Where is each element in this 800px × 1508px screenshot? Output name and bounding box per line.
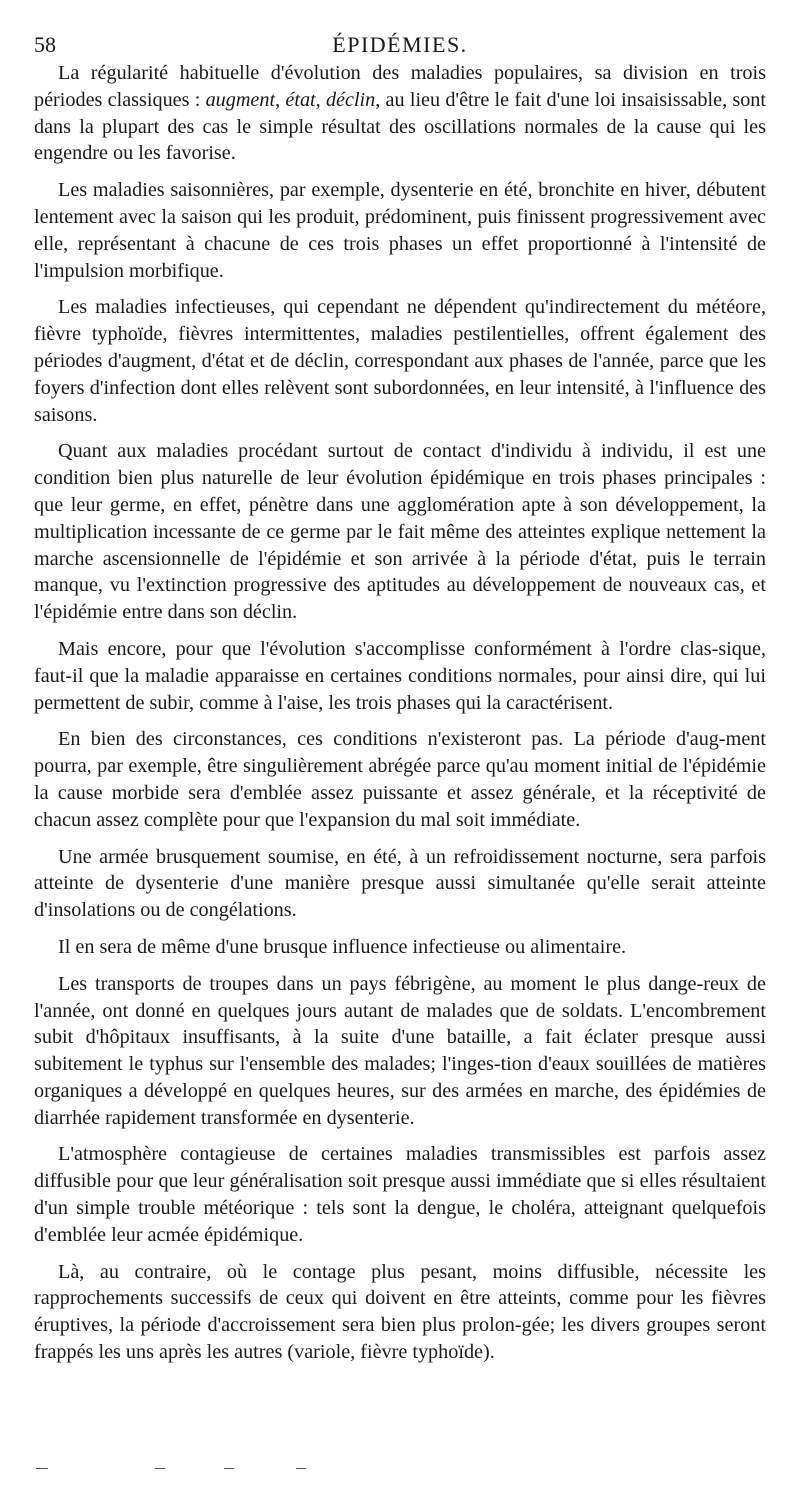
- paragraph-text: Là, au contraire, où le contage plus pesant, moins diffusible, nécessite les rapprochements successifs de ceux qui doivent en être atteints, comme pour les fièvres éruptives, la période d'accroissement sera bien plus prolon-gée; les divers groupes seront frappés les uns après les autres (variole, fièvre typhoïde).: [34, 1260, 766, 1364]
- footer-dash: [155, 1468, 165, 1469]
- paragraph: [34, 726, 766, 833]
- paragraph-text: Une armée brusquement soumise, en été, à un refroidissement nocturne, sera parfois atteinte de dysenterie d'une manière presque aussi simultanée qu'elle serait atteinte d'insolations ou de congélations.: [34, 845, 766, 922]
- paragraph: [34, 934, 766, 961]
- paragraph-text: Quant aux maladies procédant surtout de contact d'individu à individu, il est une condition bien plus naturelle de leur évolution épidémique en trois phases principales : que leur germe, en effet, pénètre dans une agglomération apte à son développement, la multiplication incessante de ce germe par le fait même des atteintes explique nettement la marche ascensionnelle de l'épidémie et son arrivée à la période d'état, puis le terrain manque, vu l'extinction progressive des aptitudes au développement de nouveaux cas, et l'épidémie entre dans son déclin.: [34, 440, 766, 624]
- paragraph: [34, 438, 766, 626]
- paragraph: [34, 971, 766, 1132]
- paragraph-text: , au lieu d'être le fait d'une loi insaisissable, sont dans la plupart des cas le simple résultat des oscillations normales de la cause qui les engendre ou les favorise.: [34, 88, 766, 165]
- footer-dash: [36, 1468, 48, 1469]
- italic-term: augment: [205, 88, 276, 111]
- paragraph-text: En bien des circonstances, ces conditions n'existeront pas. La période d'aug-ment pourra, par exemple, être singulièrement abrégée parce qu'au moment initial de l'épidémie la cause morbide sera d'emblée assez puissante et assez générale, et la réceptivité de chacun assez complète pour que l'expansion du mal soit immédiate.: [34, 728, 766, 831]
- paragraph: [34, 1141, 766, 1248]
- paragraph-text: L'atmosphère contagieuse de certaines maladies transmissibles est parfois assez diffusible pour que leur généralisation soit presque aussi immédiate que si elles résultaient d'un simple trouble météorique : tels sont la dengue, le choléra, atteignant quelquefois d'emblée leur acmée épidémique.: [34, 1143, 766, 1246]
- paragraph-text: Les maladies infectieuses, qui cependant ne dépendent qu'indirectement du météore, fièvre typhoïde, fièvres intermittentes, maladies pestilentielles, offrent également des périodes d'augment, d'état et de déclin, correspondant aux phases de l'année, parce que les foyers d'infection dont elles relèvent sont subordonnées, en leur intensité, à l'influence des saisons.: [34, 296, 766, 426]
- paragraph: [34, 636, 766, 716]
- paragraph: [34, 177, 766, 284]
- page: [34, 30, 766, 1376]
- body-text: [34, 60, 766, 1366]
- paragraph-text: ,: [275, 88, 286, 111]
- paragraph-text: Il en sera de même d'une brusque influence infectieuse ou alimentaire.: [58, 935, 627, 958]
- paragraph: [34, 294, 766, 428]
- paragraph-text: Les transports de troupes dans un pays fébrigène, au moment le plus dange-reux de l'année, ont donné en quelques jours autant de malades que de soldats. L'encombrement subit d'hôpitaux insuffisants, à la suite d'une bataille, a fait éclater presque aussi subitement le typhus sur l'ensemble des malades; l'inges-tion d'eaux souillées de matières organiques a développé en quelques heures, sur des armées en marche, des épidémies de diarrhée rapidement transformée en dysenterie.: [34, 972, 766, 1129]
- paragraph-text: ,: [315, 88, 326, 111]
- footer-dash: [224, 1468, 234, 1469]
- paragraph: [34, 60, 766, 167]
- page-header: [34, 30, 766, 60]
- paragraph-text: Les maladies saisonnières, par exemple, dysenterie en été, bronchite en hiver, débutent lentement avec la saison qui les produit, prédominent, puis finissent progressivement avec elle, représentant à chacune de ces trois phases un effet proportionné à l'intensité de l'impulsion morbifique.: [34, 179, 766, 282]
- page-number: 58: [34, 32, 56, 57]
- paragraph-text: La régularité habituelle d'évolution des maladies populaires, sa division en trois périodes classiques :: [34, 62, 766, 111]
- paragraph: [34, 844, 766, 924]
- paragraph: [34, 1259, 766, 1366]
- paragraph-text: Mais encore, pour que l'évolution s'accomplisse conformément à l'ordre clas-sique, faut-il que la maladie apparaisse en certaines conditions normales, pour ainsi dire, qui lui permettent de subir, comme à l'aise, les trois phases qui la caractérisent.: [34, 637, 766, 714]
- footer-marks: [0, 1462, 800, 1474]
- italic-term: déclin: [325, 88, 376, 111]
- running-title: ÉPIDÉMIES.: [332, 32, 468, 57]
- footer-dash: [296, 1468, 306, 1469]
- italic-term: état: [285, 88, 316, 111]
